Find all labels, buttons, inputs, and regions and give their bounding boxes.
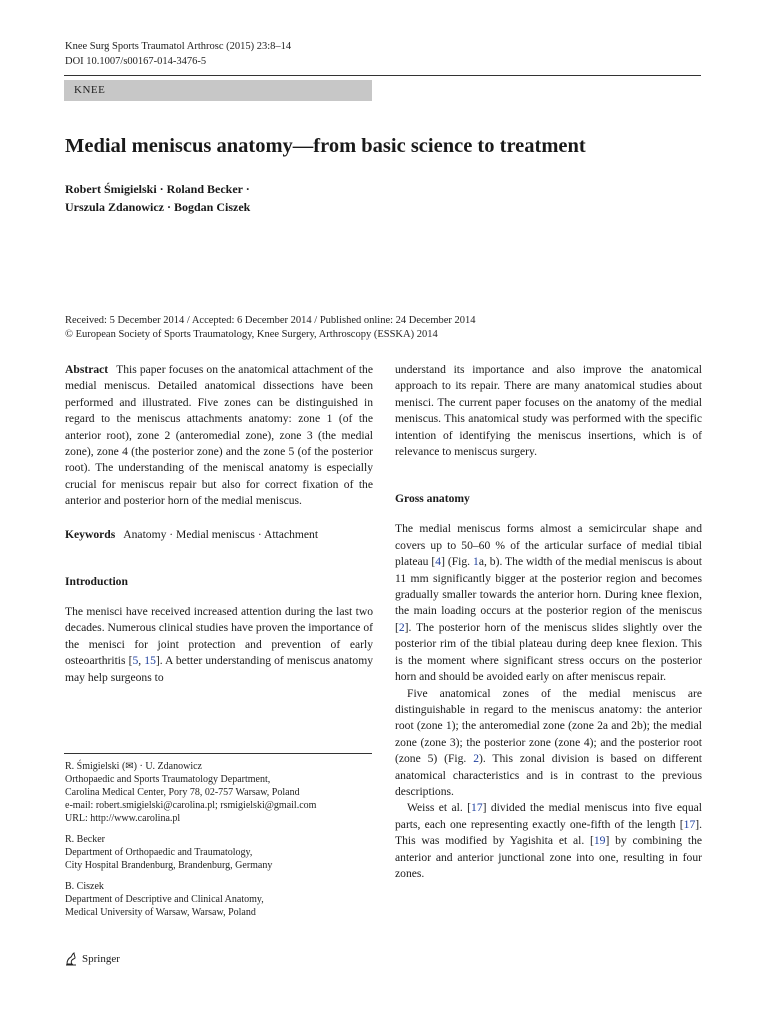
ref-link[interactable]: 4 <box>435 555 442 569</box>
text-run: ] by combining the anterior and anterior junctional zone into one, resulting in four zones. <box>395 834 703 880</box>
ref-link[interactable]: 2 <box>398 620 405 634</box>
intro-text-c: ]. A better understanding of meniscus anatomy may help surgeons to <box>65 654 374 684</box>
text-run: ). This zonal division is based on different anatomical characteristics and is in contrast to the previous descriptions. <box>395 752 702 798</box>
introduction-continued: understand its importance and also improve the anatomical approach to its repair. There are many anatomical studies about menisci. The current paper focuses on the anatomy of the medial meniscus. This anatomical study was performed with the specific intention of identifying the meniscus insertions, which is of relevance to meniscus surgery. <box>395 363 702 459</box>
affiliation-1 <box>65 760 375 825</box>
affiliation-dept: Orthopaedic and Sports Traumatology Department, <box>65 774 271 785</box>
fig-link[interactable]: 1 <box>473 555 479 569</box>
intro-text-a: The menisci have received increased attention during the last two decades. Numerous clinical studies have proven the importance of the menisci for joint protection and prevention of early osteoarthritis [ <box>65 605 373 668</box>
article-title: Medial meniscus anatomy—from basic science to treatment <box>65 135 586 157</box>
ref-link[interactable]: 17 <box>683 817 696 831</box>
publication-dates <box>65 314 705 341</box>
authors-line-2: Urszula Zdanowicz · Bogdan Ciszek <box>65 200 251 214</box>
affiliation-address: City Hospital Brandenburg, Brandenburg, Germany <box>65 860 273 871</box>
abstract-label: Abstract <box>65 363 109 376</box>
left-column <box>65 362 373 686</box>
gross-anatomy-paragraph-2 <box>395 686 702 801</box>
affiliation-dept: Department of Orthopaedic and Traumatology, <box>65 847 253 858</box>
affiliation-url[interactable]: URL: http://www.carolina.pl <box>65 813 181 824</box>
ref-link[interactable]: 17 <box>471 801 483 815</box>
publisher-footer <box>64 951 120 967</box>
ref-link[interactable]: 15 <box>144 654 156 668</box>
affiliation-3 <box>65 880 375 919</box>
introduction-heading: Introduction <box>65 575 128 589</box>
gross-anatomy-paragraph-3 <box>395 800 702 882</box>
ref-link[interactable]: 5 <box>132 654 139 668</box>
text-run: a, b). The width of the medial meniscus is about 11 mm significantly bigger at the posterior region and becomes gradually smaller towards the anterior horn. During knee flexion, the main loading occurs at the posterior region of the meniscus [ <box>395 555 703 634</box>
keywords-label: Keywords <box>65 527 116 541</box>
affiliation-name: R. Śmigielski (✉) · U. Zdanowicz <box>65 761 202 772</box>
affiliation-name: B. Ciszek <box>65 881 104 892</box>
affiliation-name: R. Becker <box>65 834 105 845</box>
author-list <box>65 180 465 216</box>
text-run: The medial meniscus forms almost a semicircular shape and covers up to 50–60 % of the articular surface of medial tibial plateau [ <box>395 522 702 569</box>
affiliation-2 <box>65 833 375 872</box>
fig-link[interactable]: 2 <box>473 752 479 766</box>
introduction-paragraph <box>65 604 373 686</box>
authors-line-1: Robert Śmigielski · Roland Becker · <box>65 182 250 196</box>
keywords-text: Anatomy · Medial meniscus · Attachment <box>123 527 319 541</box>
affiliations <box>65 760 375 927</box>
header-rule <box>64 75 701 76</box>
springer-horse-icon <box>64 952 78 966</box>
ref-link[interactable]: 19 <box>593 834 606 848</box>
journal-citation: Knee Surg Sports Traumatol Arthrosc (2015) 23:8–14 <box>65 41 292 52</box>
gross-anatomy-paragraph-1 <box>395 521 702 685</box>
affiliation-address: Carolina Medical Center, Pory 78, 02-757 Warsaw, Poland <box>65 787 300 798</box>
abstract-text: This paper focuses on the anatomical attachment of the medial meniscus. Detailed anatomical dissections have been performed and illustrated. Five zones can be distinguished in regard to the meniscus attachments anatomy: zone 1 (of the anterior root), zone 2 (anteromedial zone), zone 3 (the medial zone), zone 4 (the posterior zone) and the zone 5 (of the posterior root). The understanding of the meniscal anatomy is especially crucial for meniscus repair but also for correct fixation of the anterior and posterior horn of the medial meniscus. <box>65 363 373 508</box>
publisher-name: Springer <box>82 953 120 965</box>
text-run: ] (Fig. <box>441 555 474 569</box>
abstract <box>65 362 373 510</box>
text-run: ]. The posterior horn of the meniscus slides slightly over the posterior rim of the tibial plateau during deep knee flexion. This is the moment where significant stress occurs on the posterior horn and should be avoided early on after meniscus repair. <box>395 620 702 684</box>
right-column <box>395 362 702 882</box>
text-run: Weiss et al. [ <box>407 801 472 815</box>
section-tag: KNEE <box>64 80 372 101</box>
text-run: ] divided the medial meniscus into five equal parts, each one representing exactly one-fifth of the length [ <box>395 801 702 831</box>
affiliation-email[interactable]: e-mail: robert.smigielski@carolina.pl; rsmigielski@gmail.com <box>65 800 317 811</box>
text-run: Five anatomical zones of the medial meniscus are distinguishable in regard to the meniscus anatomy: the anterior root (zone 1); the anteromedial zone (zone 2a and 2b); the medial zone (zone 3); the posterior zone (zone 4); and the posterior root (zone 5) (Fig. <box>395 686 702 766</box>
footnote-rule <box>64 753 372 754</box>
copyright-line: © European Society of Sports Traumatology, Knee Surgery, Arthroscopy (ESSKA) 2014 <box>65 328 438 340</box>
affiliation-address: Medical University of Warsaw, Warsaw, Poland <box>65 907 256 918</box>
affiliation-dept: Department of Descriptive and Clinical Anatomy, <box>65 894 264 905</box>
intro-text-b: , <box>138 654 145 668</box>
keywords <box>65 527 373 543</box>
dates-line: Received: 5 December 2014 / Accepted: 6 December 2014 / Published online: 24 December 2014 <box>65 315 476 326</box>
text-run: ]. This was modified by Yagishita et al. [ <box>395 817 702 848</box>
doi[interactable]: DOI 10.1007/s00167-014-3476-5 <box>65 56 207 67</box>
gross-anatomy-heading: Gross anatomy <box>395 492 470 506</box>
